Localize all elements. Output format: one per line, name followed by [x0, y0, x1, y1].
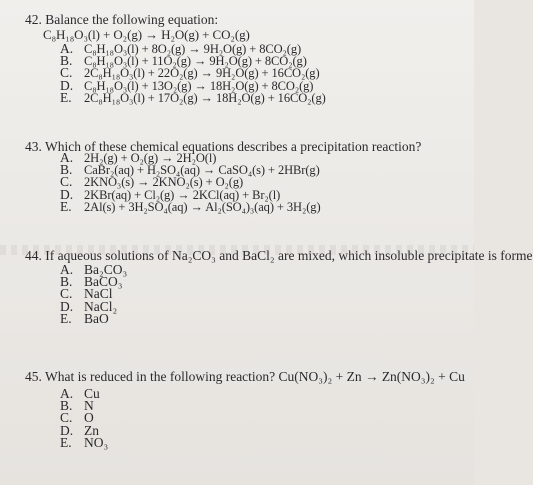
option-letter: D.	[60, 186, 74, 202]
question-44-stem: 44. If aqueous solutions of Na₂CO₃ and BaCl₂ are mixed, which insoluble precipitate is forme	[25, 248, 533, 263]
option-text: BaO	[84, 310, 109, 326]
option-text: C₈H₁₈O₃(l) + 13O₂(g) → 18H₂O(g) + 8CO₂(g)	[84, 78, 314, 93]
option-c[interactable]	[60, 176, 321, 188]
option-letter: D.	[60, 298, 74, 314]
option-letter: E.	[60, 198, 72, 214]
option-letter: E.	[60, 434, 72, 450]
option-c[interactable]	[60, 67, 326, 79]
option-letter: E.	[60, 310, 72, 326]
question-42-equation: C₈H₁₈O₃(l) + O₂(g) → H₂O(g) + CO₂(g)	[43, 27, 250, 42]
option-text: Ba₂CO₃	[84, 262, 128, 277]
option-letter: D.	[60, 77, 74, 93]
option-text: 2KBr(aq) + Cl₂(g) → 2KCl(aq) + Br₂(l)	[84, 187, 281, 202]
option-letter: C.	[60, 286, 73, 302]
option-text: CaBr₂(aq) + H₂SO₄(aq) → CaSO₄(s) + 2HBr(g)	[84, 163, 320, 178]
option-text: NaCl₂	[84, 298, 118, 314]
option-d[interactable]	[60, 186, 321, 202]
option-e[interactable]	[60, 310, 127, 326]
option-d[interactable]	[60, 77, 326, 93]
option-text: 2Al(s) + 3H₂SO₄(aq) → Al₂(SO₄)₃(aq) + 3H₂(g)	[84, 199, 321, 214]
option-text: Zn	[84, 422, 99, 438]
question-45-stem: 45. What is reduced in the following reaction? Cu(NO₃)₂ + Zn → Zn(NO₃)₂ + Cu	[25, 369, 465, 384]
question-44-options	[60, 264, 127, 325]
option-text: O	[84, 410, 94, 426]
option-letter: B.	[60, 162, 73, 178]
option-letter: A.	[60, 41, 74, 56]
option-e[interactable]	[60, 89, 326, 105]
option-letter: C.	[60, 410, 73, 426]
option-text: N	[84, 398, 94, 414]
option-text: C₈H₁₈O₃(l) + 11O₂(g) → 9H₂O(g) + 8CO₂(g)	[84, 54, 307, 69]
question-43-stem: 43. Which of these chemical equations describes a precipitation reaction?	[25, 139, 422, 154]
option-letter: E.	[60, 89, 72, 105]
option-letter: C.	[60, 65, 73, 81]
option-letter: A.	[60, 262, 74, 277]
option-letter: C.	[60, 174, 73, 190]
question-42-options	[60, 43, 326, 104]
option-text: C₈H₁₈O₃(l) + 8O₂(g) → 9H₂O(g) + 8CO₂(g)	[84, 42, 302, 56]
option-text: Cu	[84, 386, 100, 401]
option-text: 2H₂(g) + O₂(g) → 2H₂O(l)	[84, 151, 217, 165]
option-letter: A.	[60, 386, 74, 401]
option-text: 2C₈H₁₈O₃(l) + 22O₂(g) → 9H₂O(g) + 16CO₂(g)	[84, 66, 320, 81]
question-43-options	[60, 152, 321, 213]
option-letter: B.	[60, 274, 73, 290]
option-e[interactable]	[60, 198, 321, 214]
question-42-stem: 42. Balance the following equation:	[25, 12, 219, 27]
option-text: NaCl	[84, 286, 113, 302]
option-text: 2KNO₃(s) → 2KNO₂(s) + O₂(g)	[84, 175, 244, 190]
option-text: BaCO₃	[84, 274, 123, 290]
option-letter: B.	[60, 398, 73, 414]
option-e[interactable]	[60, 434, 109, 450]
option-text: 2C₈H₁₈O₃(l) + 17O₂(g) → 18H₂O(g) + 16CO₂(g)	[84, 90, 326, 105]
option-letter: D.	[60, 422, 74, 438]
option-text: NO₃	[84, 434, 109, 450]
question-45-options	[60, 388, 108, 449]
option-letter: B.	[60, 53, 73, 69]
option-letter: A.	[60, 150, 74, 165]
